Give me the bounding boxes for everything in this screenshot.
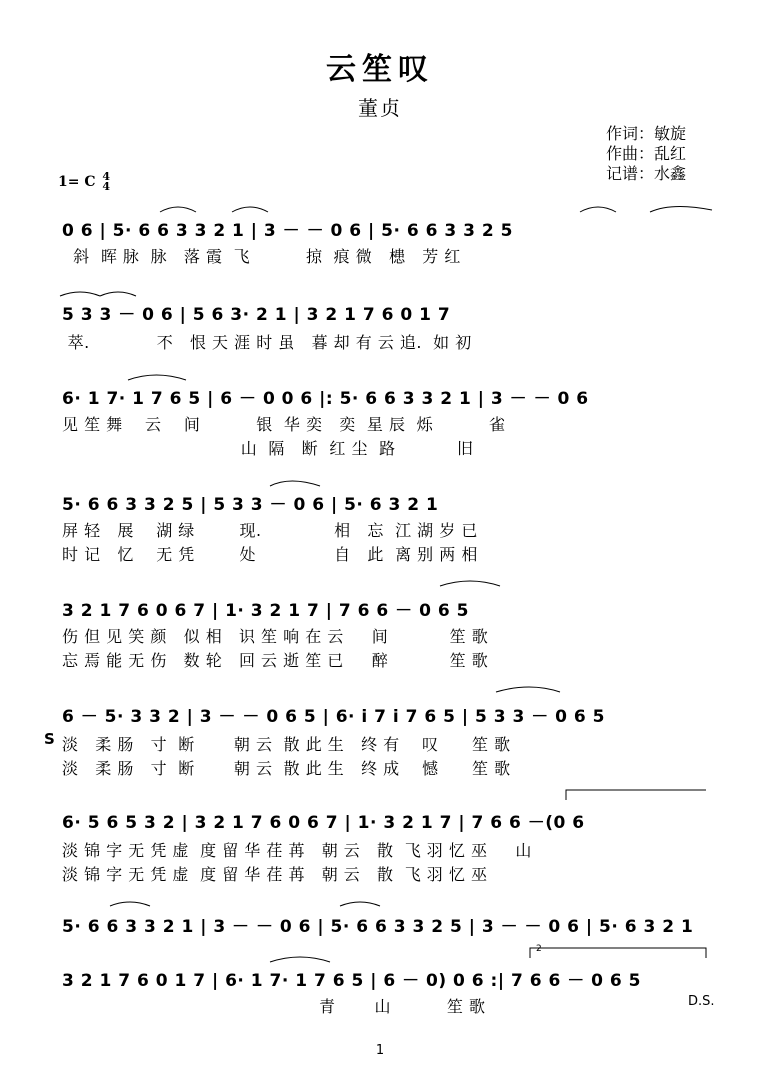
composer-credit: 作曲：乱红 (606, 144, 687, 163)
segno-sign: S (44, 730, 55, 748)
volta-number: 2 (536, 944, 542, 954)
lyric-line: 屏 轻 展 湖 绿 现. 相 忘 江 湖 岁 已 (62, 521, 478, 540)
time-top: 4 (102, 170, 111, 183)
lyric-line: 山 隔 断 红 尘 路 旧 (62, 439, 474, 458)
lyric-line: 淡 锦 字 无 凭 虚 度 留 华 荏 苒 朝 云 散 飞 羽 忆 巫 山 (62, 841, 532, 860)
song-title: 云笙叹 (326, 52, 434, 87)
lyric-line: 伤 但 见 笑 颜 似 相 识 笙 响 在 云 间 笙 歌 (62, 627, 489, 646)
lyricist-credit: 作词：敏旋 (606, 124, 687, 143)
staff-notes: 5 3 3 － 0 6 | 5 6 3· 2 1 | 3 2 1 7 6 0 1 7 (62, 305, 451, 325)
staff-notes: 6· 1 7· 1 7 6 5 | 6 － 0 0 6 |: 5· 6 6 3 3 2 1 | 3 － － 0 6 (62, 389, 589, 409)
lyric-line: 青 山 笙 歌 (62, 997, 486, 1016)
transcriber-credit: 记谱：水鑫 (606, 164, 687, 183)
lyric-line: 忘 焉 能 无 伤 数 轮 回 云 逝 笙 已 醉 笙 歌 (62, 651, 489, 670)
lyric-line: 萃. 不 恨 天 涯 时 虽 暮 却 有 云 追. 如 初 (62, 333, 472, 352)
lyric-line: 见 笙 舞 云 间 银 华 奕 奕 星 辰 烁 雀 (62, 415, 506, 434)
credits-block (606, 124, 686, 184)
page-number: 1 (375, 1043, 385, 1058)
staff-notes: 6 － 5· 3 3 2 | 3 － － 0 6 5 | 6· i 7 i 7 6 5 | 5 3 3 － 0 6 5 (62, 707, 605, 727)
lyric-line: 淡 柔 肠 寸 断 朝 云 散 此 生 终 成 憾 笙 歌 (62, 759, 511, 778)
staff-notes: 5· 6 6 3 3 2 1 | 3 － － 0 6 | 5· 6 6 3 3 2 5 | 3 － － 0 6 | 5· 6 3 2 1 (62, 917, 694, 937)
volta-bracket (530, 948, 706, 958)
lyric-line: 淡 锦 字 无 凭 虚 度 留 华 荏 苒 朝 云 散 飞 羽 忆 巫 (62, 865, 488, 884)
volta-bracket-1 (566, 790, 706, 800)
lyric-line: 斜 晖 脉 脉 落 霞 飞 掠 痕 微 槵 芳 红 (62, 247, 461, 266)
key-label: 1= C (58, 174, 96, 190)
time-signature (102, 172, 110, 192)
key-signature (58, 172, 110, 192)
lyric-line: 时 记 忆 无 凭 处 自 此 离 别 两 相 (62, 545, 478, 564)
staff-notes: 3 2 1 7 6 0 1 7 | 6· 1 7· 1 7 6 5 | 6 － 0) 0 6 :| 7 6 6 － 0 6 5 (62, 971, 641, 991)
staff-notes: 0 6 | 5· 6 6 3 3 2 1 | 3 － － 0 6 | 5· 6 6 3 3 2 5 (62, 221, 513, 241)
staff-notes: 5· 6 6 3 3 2 5 | 5 3 3 － 0 6 | 5· 6 3 2 1 (62, 495, 439, 515)
staff-notes: 6· 5 6 5 3 2 | 3 2 1 7 6 0 6 7 | 1· 3 2 1 7 | 7 6 6 －(0 6 (62, 813, 585, 833)
dal-segno-mark: D.S. (688, 994, 715, 1009)
time-bottom: 4 (102, 180, 111, 193)
staff-notes: 3 2 1 7 6 0 6 7 | 1· 3 2 1 7 | 7 6 6 － 0 6 5 (62, 601, 469, 621)
composer-name: 董贞 (358, 96, 402, 120)
lyric-line: 淡 柔 肠 寸 断 朝 云 散 此 生 终 有 叹 笙 歌 (62, 735, 511, 754)
